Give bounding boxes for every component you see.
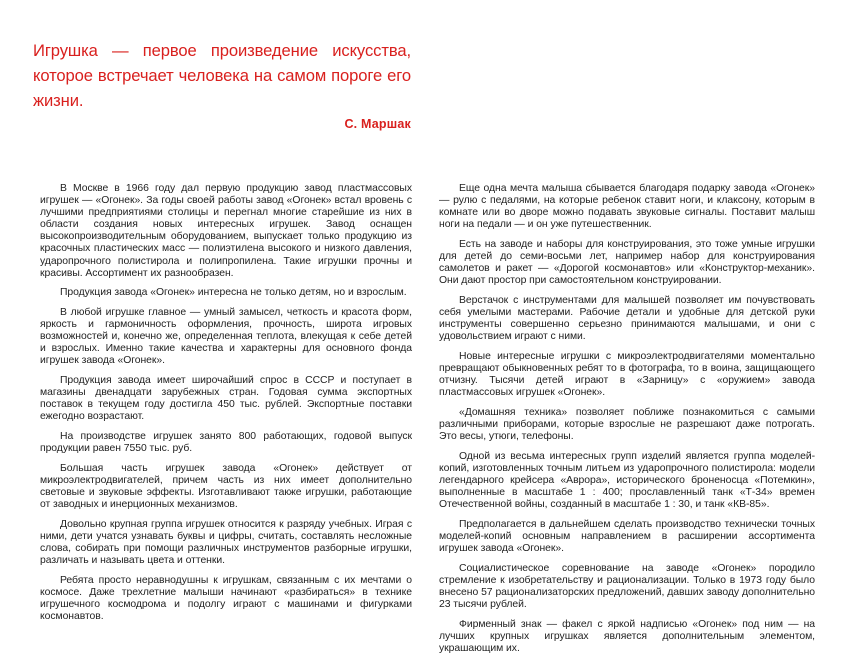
epigraph-author: С. Маршак <box>344 117 411 131</box>
paragraph: Одной из весьма интересных групп изделий является группа моделей-копий, изготовленных точным литьем из ударопрочного полистирола: модели легендарного крейсера «Аврора», исторического броненосца «Потемкин», выполненные в масштабе 1 : 400; прославленный танк «Т-34» времен Отечественной войны, созданный в масштабе 1 : 30, и танк «КВ-85». <box>439 450 815 511</box>
epigraph-quote: Игрушка — первое произведение искусства, которое встречает человека на самом пороге его жизни. <box>33 41 411 110</box>
paragraph: Довольно крупная группа игрушек относится к разряду учебных. Играя с ними, дети учатся узнавать буквы и цифры, считать, составлять несложные слова, собирать при помощи различных инструментов разборные игрушки, различать и называть цвета и оттенки. <box>40 518 412 567</box>
paragraph: В Москве в 1966 году дал первую продукцию завод пластмассовых игрушек — «Огонек». За годы своей работы завод «Огонек» встал вровень с лучшими предприятиями столицы и перегнал многие старейшие из них в области создания новых интересных игрушек. Завод оснащен высокопроизводительным оборудованием, выпускает только продукцию из красочных пластических масс — полиэтилена высокого и низкого давления, ударопрочного полистирола и полипропилена. Такие игрушки прочны и красивы. Ассортимент их разнообразен. <box>40 183 412 279</box>
paragraph: Есть на заводе и наборы для конструирования, это тоже умные игрушки для детей до семи-восьми лет, например набор для конструирования самолетов и ракет — «Дорогой космонавтов» или «Конструктор-механик». Они дают простор при самостоятельном конструировании. <box>439 238 815 287</box>
paragraph: Предполагается в дальнейшем сделать производство технически точных моделей-копий основным направлением в расширении ассортимента игрушек завода «Огонек». <box>439 518 815 554</box>
paragraph: Ребята просто неравнодушны к игрушкам, связанным с их мечтами о космосе. Даже трехлетние малыши начинают «разбираться» в технике игрушечного космодрома и подолгу играют с машинами и фигурками космонавтов. <box>40 574 412 623</box>
paragraph: Еще одна мечта малыша сбывается благодаря подарку завода «Огонек» — рулю с педалями, на которые ребенок ставит ноги, и клаксону, которым в комнате или во дворе можно подавать звуковые сигналы. Поставит малыш ноги на педали — и он уже путешественник. <box>439 183 815 231</box>
paragraph: Продукция завода «Огонек» интересна не только детям, но и взрослым. <box>60 287 407 299</box>
left-text-column <box>40 183 412 623</box>
paragraph: «Домашняя техника» позволяет поближе познакомиться с самыми различными приборами, которые взрослые не разрешают даже потрогать. Это весы, утюги, телефоны. <box>439 406 815 443</box>
paragraph: Большая часть игрушек завода «Огонек» действует от микроэлектродвигателей, причем часть из них имеет дополнительно световые и звуковые эффекты. Изготавливают также игрушки, работающие от заводных и инерционных механизмов. <box>40 462 412 511</box>
right-text-column <box>439 183 815 655</box>
paragraph: На производстве игрушек занято 800 работающих, годовой выпуск продукции равен 7550 тыс. руб. <box>40 431 412 455</box>
epigraph <box>33 38 411 133</box>
paragraph: Социалистическое соревнование на заводе «Огонек» породило стремление к изобретательству и рационализации. Только в 1973 году было внесено 57 рационализаторских предложений, давших заводу дополнительно 23 тысячи рублей. <box>439 562 815 610</box>
paragraph: Продукция завода имеет широчайший спрос в СССР и поступает в магазины двенадцати зарубежных стран. Годовая сумма экспортных поставок в текущем году достигла 450 тыс. рублей. Экспортные поставки ежегодно возрастают. <box>40 375 412 423</box>
paragraph: Верстачок с инструментами для малышей позволяет им почувствовать себя умелыми мастерами. Рабочие детали и удобные для детской руки инструменты совершенно серьезно принимаются малышами, и они с удовольствием играют с ними. <box>439 294 815 343</box>
paragraph: Новые интересные игрушки с микроэлектродвигателями моментально превращают обыкновенных ребят то в фотографа, то в воина, защищающего отчизну. Тысячи детей играют в «Зарницу» с «оружием» завода пластмассовых игрушек «Огонек». <box>439 350 815 399</box>
paragraph: Фирменный знак — факел с яркой надписью «Огонек» под ним — на лучших крупных игрушках является дополнительным элементом, украшающим их. <box>439 618 815 654</box>
paragraph: В любой игрушке главное — умный замысел, четкость и красота форм, яркость и гармоничность оформления, прочность, широта игровых возможностей и, конечно же, определенная теплота, влекущая к себе детей и взрослых. Именно такие качества и характерны для основного фонда игрушек завода «Огонек». <box>40 307 412 367</box>
